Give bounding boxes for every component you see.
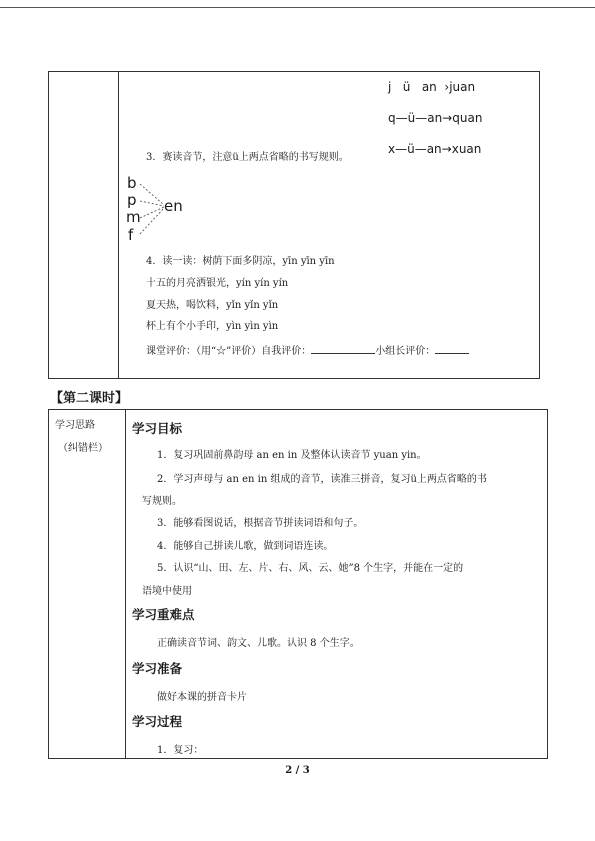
spelling-row-quan: q—ü—an→quan: [388, 111, 483, 125]
letter-p: p: [127, 191, 137, 209]
goal-5-line-2: 语境中使用: [142, 586, 192, 597]
goal-1: 1．复习巩固前鼻韵母 an en in 及整体认读音节 yuan yin。: [157, 450, 427, 461]
item-4-text: 4．读一读：树荫下面多阴凉，yīn yīn yīn: [146, 256, 335, 267]
page-number: 2 / 3: [285, 765, 310, 776]
self-evaluation-blank[interactable]: [311, 343, 375, 354]
goals-heading: 学习目标: [132, 421, 183, 436]
prep-heading: 学习准备: [132, 661, 183, 676]
left-label-thinking: 学习思路: [55, 420, 95, 431]
evaluation-line: [146, 343, 469, 359]
evaluation-group-label: 小组长评价：: [375, 346, 436, 357]
letter-f: f: [128, 226, 134, 244]
lesson-2-title: 【第二课时】: [50, 391, 129, 406]
goal-5-line-1: 5．认识“山、田、左、片、右、风、云、她”8 个生字，并能在一定的: [157, 563, 464, 574]
letter-m: m: [126, 208, 141, 226]
left-label-error-column: （纠错栏）: [58, 443, 108, 454]
group-evaluation-blank[interactable]: [435, 343, 469, 354]
header-rule: [0, 7, 595, 8]
goal-2-line-1: 2．学习声母与 an en in 组成的音节，读准三拼音，复习ü上两点省略的书: [157, 474, 487, 485]
prep-text: 做好本课的拼音卡片: [157, 692, 247, 703]
goal-2-line-2: 写规则。: [142, 496, 182, 507]
reading-line-2: 十五的月亮洒银光，yín yín yín: [146, 278, 289, 289]
goal-4: 4．能够自己拼读儿歌，做到词语连读。: [157, 541, 334, 552]
keypoints-text: 正确读音节词、韵文、儿歌。认识 8 个生字。: [157, 638, 360, 649]
reading-line-3: 夏天热，喝饮料，yǐn yǐn yǐn: [146, 300, 279, 311]
evaluation-prefix: 课堂评价：（用“☆”评价）自我评价：: [146, 346, 312, 357]
process-item-1: 1．复习：: [157, 745, 204, 756]
spelling-row-xuan: x—ü—an→xuan: [388, 142, 482, 156]
final-en: en: [164, 197, 183, 215]
letter-b: b: [127, 174, 137, 192]
goal-3: 3．能够看图说话，根据音节拼读词语和句子。: [157, 518, 364, 529]
keypoints-heading: 学习重难点: [132, 607, 195, 622]
process-heading: 学习过程: [132, 714, 183, 729]
reading-line-4: 杯上有个小手印，yìn yìn yìn: [146, 321, 279, 332]
spelling-row-juan: j ü an ›juan: [388, 80, 476, 94]
item-3-text: 3．赛读音节，注意ü上两点省略的书写规则。: [146, 152, 349, 163]
